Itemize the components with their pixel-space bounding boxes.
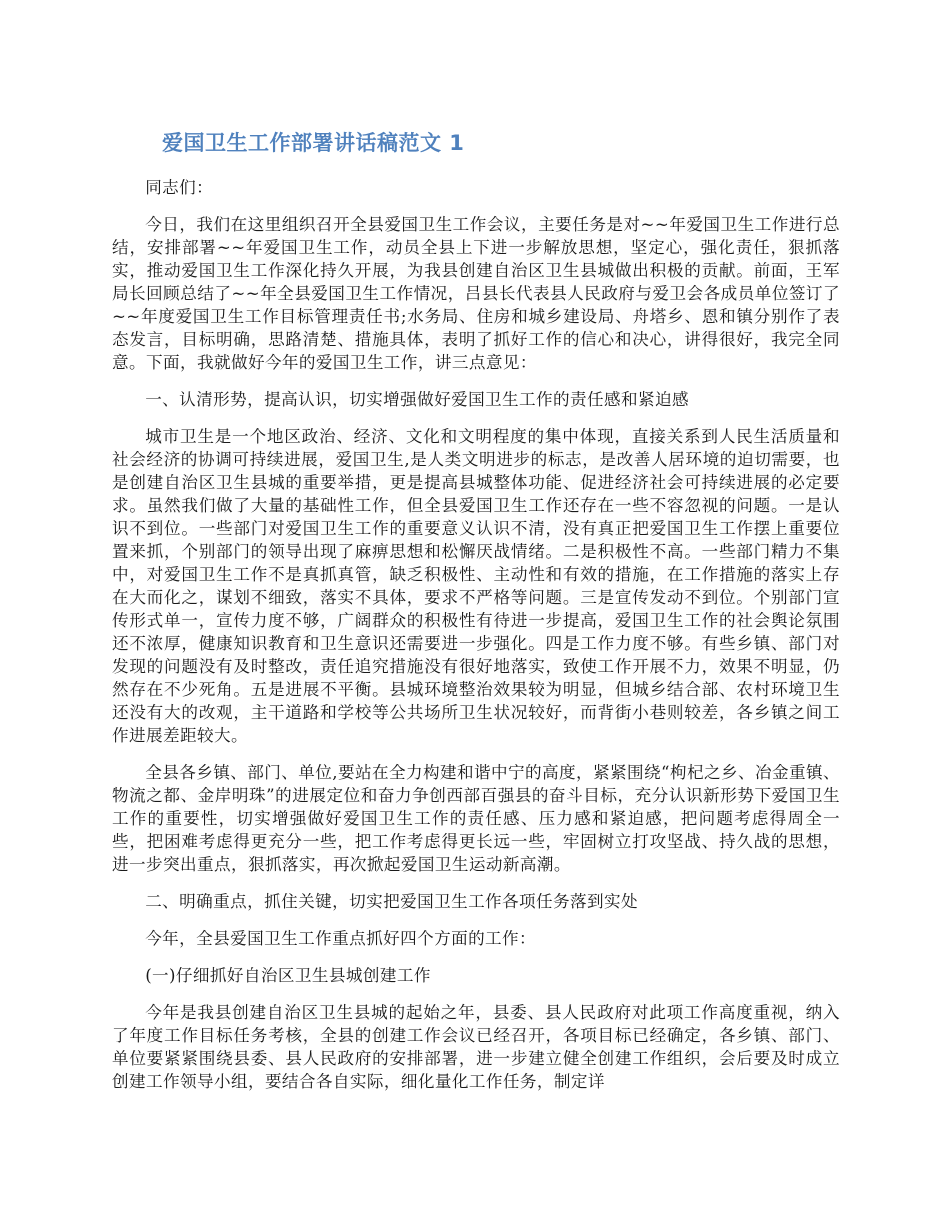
- salutation: 同志们：: [145, 178, 214, 197]
- paragraph-requirements: 全县各乡镇、部门、单位,要站在全力构建和谐中宁的高度，紧紧围绕“枸杞之乡、冶金重镇、物流之都、金岸明珠”的进展定位和奋力争创西部百强县的奋斗目标，充分认识新形势下爱国卫生工作的重要性，切实增强做好爱国卫生工作的责任感、压力感和紧迫感，把问题考虑得周全一些，把困难考虑得更充分一些，把工作考虑得更长远一些，牢固树立打攻坚战、持久战的思想，进一步突出重点，狠抓落实，再次掀起爱国卫生运动新高潮。: [112, 763, 840, 874]
- subsection-heading-1: (一)仔细抓好自治区卫生县城创建工作: [145, 966, 431, 985]
- document-title: 爱国卫生工作部署讲话稿范文 1: [162, 131, 465, 155]
- section-heading-1: 一、认清形势，提高认识，切实增强做好爱国卫生工作的责任感和紧迫感: [145, 390, 689, 409]
- paragraph-intro: 今日，我们在这里组织召开全县爱国卫生工作会议，主要任务是对~~年爱国卫生工作进行总结，安排部署~~年爱国卫生工作，动员全县上下进一步解放思想，坚定心，强化责任，狠抓落实，推动爱国卫生工作深化持久开展，为我县创建自治区卫生县城做出积极的贡献。前面，王军局长回顾总结了~~年全县爱国卫生工作情况，吕县长代表县人民政府与爱卫会各成员单位签订了~~年度爱国卫生工作目标管理责任书;水务局、住房和城乡建设局、舟塔乡、恩和镇分别作了表态发言，目标明确，思路清楚、措施具体，表明了抓好工作的信心和决心，讲得很好，我完全同意。下面，我就做好今年的爱国卫生工作，讲三点意见：: [112, 215, 840, 372]
- document-page: [112, 126, 840, 1107]
- paragraph-problems: 城市卫生是一个地区政治、经济、文化和文明程度的集中体现，直接关系到人民生活质量和社会经济的协调可持续进展，爱国卫生,是人类文明进步的标志，是改善人居环境的迫切需要，也是创建自治区卫生县城的重要举措，更是提高县城整体功能、促进经济社会可持续进展的必定要求。虽然我们做了大量的基础性工作，但全县爱国卫生工作还存在一些不容忽视的问题。一是认识不到位。一些部门对爱国卫生工作的重要意义认识不清，没有真正把爱国卫生工作摆上重要位置来抓，个别部门的领导出现了麻痹思想和松懈厌战情绪。二是积极性不高。一些部门精力不集中，对爱国卫生工作不是真抓真管，缺乏积极性、主动性和有效的措施，在工作措施的落实上存在大而化之，谋划不细致，落实不具体，要求不严格等问题。三是宣传发动不到位。个别部门宣传形式单一，宣传力度不够，广阔群众的积极性有待进一步提高，爱国卫生工作的社会舆论氛围还不浓厚，健康知识教育和卫生意识还需要进一步强化。四是工作力度不够。有些乡镇、部门对发现的问题没有及时整改，责任追究措施没有很好地落实，致使工作开展不力，效果不明显，仍然存在不少死角。五是进展不平衡。县城环境整治效果较为明显，但城乡结合部、农村环境卫生还没有大的改观，主干道路和学校等公共场所卫生状况较好，而背街小巷则较差，各乡镇之间工作进展差距较大。: [112, 427, 840, 745]
- section-heading-2: 二、明确重点，抓住关键，切实把爱国卫生工作各项任务落到实处: [145, 892, 639, 911]
- paragraph-four-aspects: 今年，全县爱国卫生工作重点抓好四个方面的工作：: [145, 929, 537, 948]
- paragraph-creation-work: 今年是我县创建自治区卫生县城的起始之年，县委、县人民政府对此项工作高度重视，纳入了年度工作目标任务考核，全县的创建工作会议已经召开，各项目标已经确定，各乡镇、部门、单位要紧紧围绕县委、县人民政府的安排部署，进一步建立健全创建工作组织，会后要及时成立创建工作领导小组，要结合各自实际，细化量化工作任务，制定详: [112, 1003, 840, 1091]
